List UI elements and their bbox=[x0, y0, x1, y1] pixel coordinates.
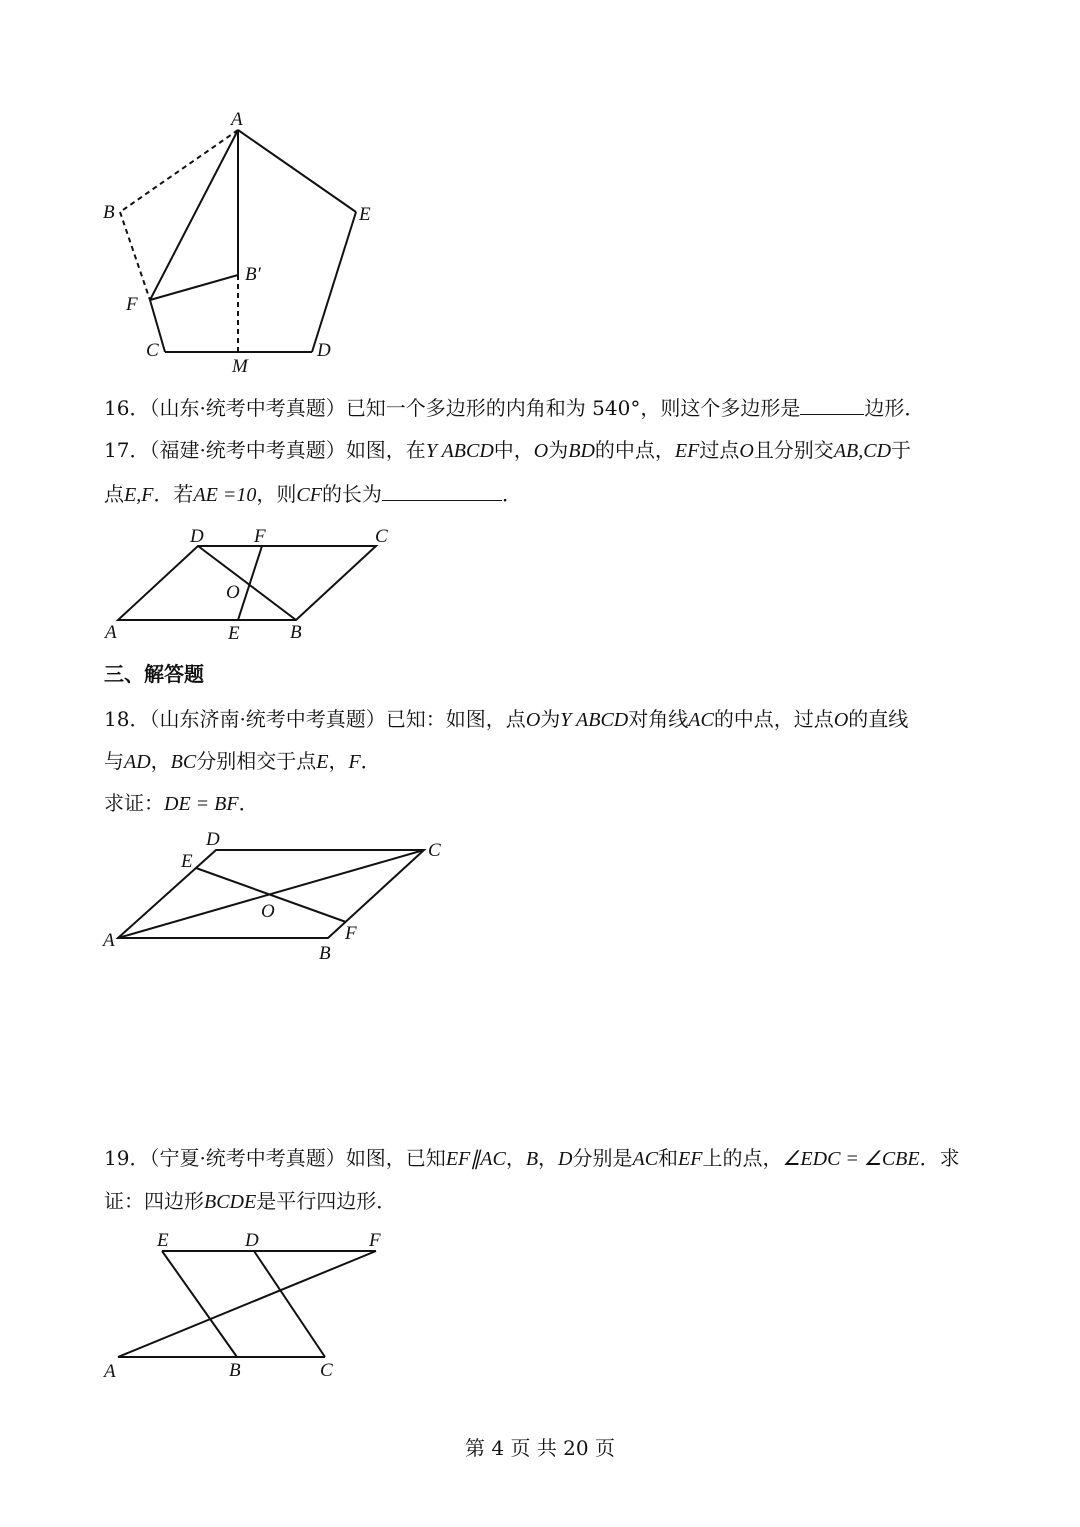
label-F: F bbox=[369, 1230, 381, 1251]
figure-18 bbox=[0, 825, 1080, 965]
segment-EB bbox=[162, 1251, 237, 1357]
label-C: C bbox=[146, 340, 159, 361]
label-B: B bbox=[290, 622, 302, 643]
label-C: C bbox=[428, 840, 441, 861]
label-D: D bbox=[317, 340, 331, 361]
diagonal-DB bbox=[198, 546, 296, 620]
segment-AE bbox=[238, 130, 356, 212]
figure-17 bbox=[0, 520, 1080, 650]
label-O: O bbox=[226, 582, 240, 603]
question-19-line-2: 证：四边形BCDE是平行四边形． bbox=[104, 1189, 397, 1213]
label-B: B bbox=[103, 202, 115, 223]
label-F: F bbox=[345, 923, 357, 944]
question-16: 16．（山东·统考中考真题）已知一个多边形的内角和为 540°，则这个多边形是 边形． bbox=[104, 388, 984, 428]
label-O: O bbox=[261, 901, 275, 922]
label-B-prime: B′ bbox=[245, 264, 261, 285]
segment-ED bbox=[312, 212, 356, 352]
label-A: A bbox=[105, 622, 117, 643]
question-18-line-2: 与AD，BC分别相交于点E，F． bbox=[104, 749, 381, 773]
label-C: C bbox=[375, 526, 388, 547]
label-A: A bbox=[231, 109, 243, 130]
label-E: E bbox=[228, 623, 240, 644]
label-E: E bbox=[181, 851, 193, 872]
segment-AB-dashed bbox=[120, 130, 238, 212]
pentagon-figure bbox=[0, 0, 1080, 390]
question-18-line-3: 求证：DE = BF． bbox=[104, 791, 259, 815]
label-D: D bbox=[206, 829, 220, 850]
question-17-line-2: 点E,F．若AE =10，则CF的长为 ． bbox=[104, 474, 984, 515]
label-E: E bbox=[359, 204, 371, 225]
label-A: A bbox=[104, 1361, 116, 1382]
segment-AF bbox=[118, 1251, 376, 1357]
section-heading: 三、解答题 bbox=[104, 662, 204, 686]
label-C: C bbox=[320, 1360, 333, 1381]
label-A: A bbox=[103, 930, 115, 951]
label-B: B bbox=[319, 943, 331, 964]
segment-AF bbox=[150, 130, 238, 300]
answer-blank-16[interactable] bbox=[800, 388, 864, 415]
label-F: F bbox=[126, 294, 138, 315]
segment-BF-dashed bbox=[120, 212, 150, 300]
segment-EF bbox=[238, 546, 262, 620]
page-number: 4 bbox=[491, 1436, 505, 1460]
label-B: B bbox=[229, 1360, 241, 1381]
segment-DC bbox=[254, 1251, 325, 1357]
page-footer: 第 4 页 共 20 页 bbox=[465, 1436, 615, 1460]
question-19-line-1: 19．（宁夏·统考中考真题）如图，已知EF∥AC，B，D分别是AC和EF上的点，∠EDC = ∠CBE．求 bbox=[104, 1146, 960, 1170]
figure-19 bbox=[0, 1225, 1080, 1385]
answer-blank-17[interactable] bbox=[382, 474, 502, 501]
segment-FBp bbox=[150, 275, 238, 300]
label-F: F bbox=[254, 526, 266, 547]
label-M: M bbox=[232, 356, 248, 377]
label-D: D bbox=[245, 1230, 259, 1251]
label-D: D bbox=[190, 526, 204, 547]
question-18-line-1: 18．（山东济南·统考中考真题）已知：如图，点O为Y ABCD对角线AC的中点，过点O的直线 bbox=[104, 707, 909, 731]
total-pages: 20 bbox=[563, 1436, 589, 1460]
label-E: E bbox=[157, 1230, 169, 1251]
question-17-line-1: 17．（福建·统考中考真题）如图，在Y ABCD中，O为BD的中点，EF过点O且分别交AB,CD于 bbox=[104, 438, 912, 462]
